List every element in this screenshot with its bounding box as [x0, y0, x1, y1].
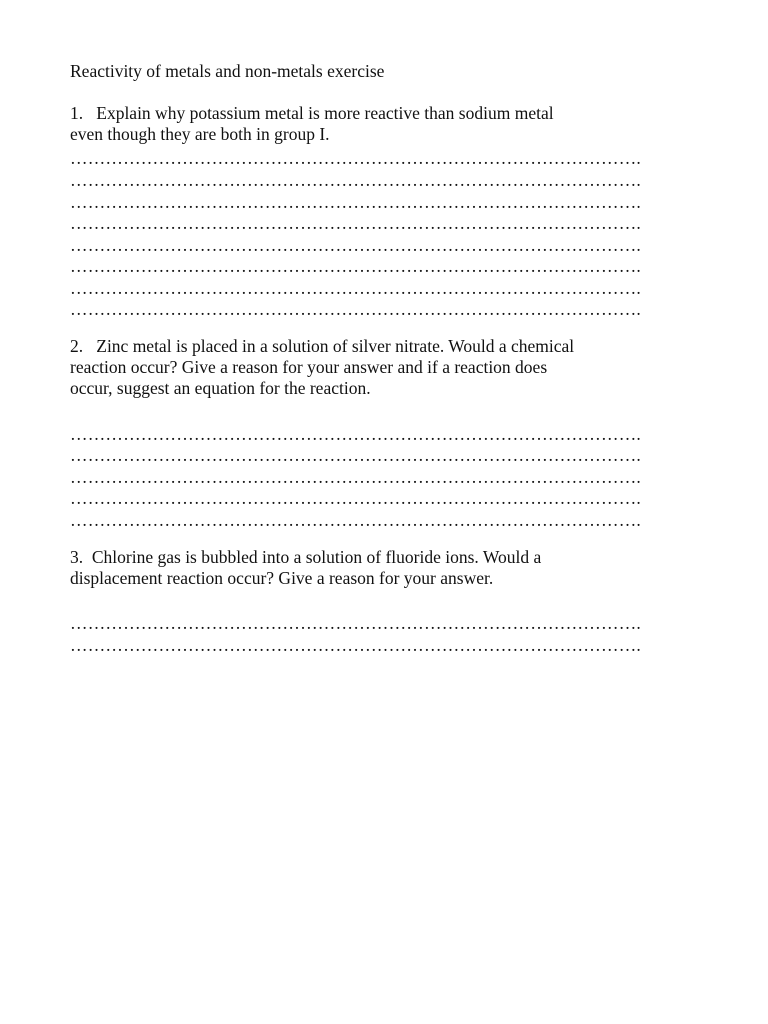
answer-line: …………………………………………………………………………………….	[70, 235, 641, 255]
answer-line: …………………………………………………………………………………….	[70, 148, 641, 168]
question-3-line-2: displacement reaction occur? Give a reason for your answer.	[70, 568, 494, 588]
question-2-text-1: Zinc metal is placed in a solution of silver nitrate. Would a chemical	[96, 336, 575, 356]
answer-line: …………………………………………………………………………………….	[70, 613, 641, 633]
question-3-line-1	[70, 547, 541, 568]
question-1-line-2: even though they are both in group I.	[70, 124, 330, 144]
question-3-text-1: Chlorine gas is bubbled into a solution of fluoride ions. Would a	[91, 547, 542, 567]
answer-line: …………………………………………………………………………………….	[70, 510, 641, 530]
question-2-line-2: reaction occur? Give a reason for your answer and if a reaction does	[70, 357, 548, 377]
answer-line: …………………………………………………………………………………….	[70, 299, 641, 319]
answer-line: …………………………………………………………………………………….	[70, 635, 641, 655]
question-2-line-3: occur, suggest an equation for the reaction.	[70, 378, 371, 398]
answer-line: …………………………………………………………………………………….	[70, 213, 641, 233]
answer-line: …………………………………………………………………………………….	[70, 424, 641, 444]
question-1-number: 1.	[70, 103, 84, 123]
question-2-line-1	[70, 336, 574, 357]
answer-line: …………………………………………………………………………………….	[70, 256, 641, 276]
answer-line: …………………………………………………………………………………….	[70, 170, 641, 190]
question-1-line-1	[70, 103, 554, 124]
answer-line: …………………………………………………………………………………….	[70, 467, 641, 487]
worksheet-title: Reactivity of metals and non-metals exercise	[70, 61, 385, 81]
question-2-number: 2.	[70, 336, 84, 356]
answer-line: …………………………………………………………………………………….	[70, 278, 641, 298]
answer-line: …………………………………………………………………………………….	[70, 488, 641, 508]
answer-line: …………………………………………………………………………………….	[70, 445, 641, 465]
question-1-text-1: Explain why potassium metal is more reactive than sodium metal	[96, 103, 554, 123]
answer-line: …………………………………………………………………………………….	[70, 192, 641, 212]
question-3-number: 3.	[70, 547, 84, 567]
